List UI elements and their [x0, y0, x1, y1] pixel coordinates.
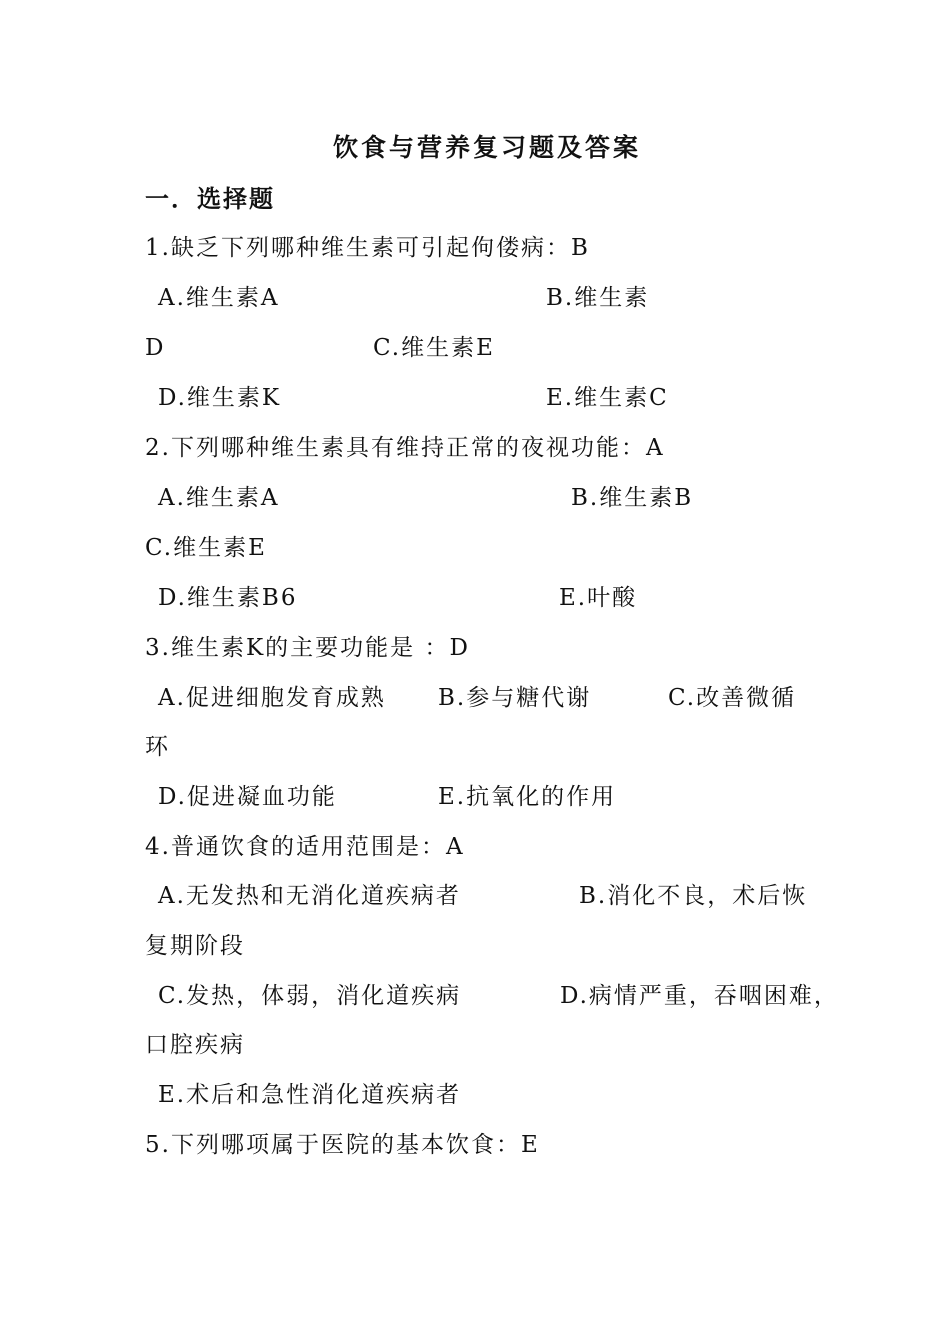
question-4-option-a: A.无发热和无消化道疾病者: [158, 883, 461, 909]
question-2-stem: 2.下列哪种维生素具有维持正常的夜视功能：A: [145, 435, 665, 461]
question-4-option-c: C.发热，体弱，消化道疾病: [158, 983, 462, 1009]
question-4-option-e: E.术后和急性消化道疾病者: [158, 1082, 462, 1108]
question-3-option-d: D.促进凝血功能: [158, 784, 337, 810]
question-1-option-b-continued: D: [145, 335, 166, 361]
question-3-option-a: A.促进细胞发育成熟: [158, 685, 386, 711]
question-1-option-c: C.维生素E: [373, 335, 495, 361]
question-3-option-b: B.参与糖代谢: [438, 685, 592, 711]
question-3-option-c: C.改善微循: [668, 685, 797, 711]
question-4-option-d: D.病情严重，吞咽困难，: [560, 983, 839, 1009]
question-2-option-e: E.叶酸: [559, 585, 638, 611]
question-2-option-c: C.维生素E: [145, 535, 267, 561]
question-4-option-b: B.消化不良，术后恢: [579, 883, 808, 909]
question-1-option-a: A.维生素A: [158, 285, 280, 311]
question-1-option-b: B.维生素: [546, 285, 650, 311]
section-heading: 一．选择题: [145, 184, 275, 213]
question-1-option-d: D.维生素K: [158, 385, 282, 411]
question-4-option-b-continued: 复期阶段: [145, 933, 245, 959]
question-2-option-b: B.维生素B: [571, 485, 694, 511]
question-3-option-e: E.抗氧化的作用: [438, 784, 617, 810]
question-3-stem: 3.维生素K的主要功能是 ：D: [145, 635, 470, 661]
question-1-stem: 1.缺乏下列哪种维生素可引起佝偻病：B: [145, 235, 590, 261]
question-4-stem: 4.普通饮食的适用范围是：A: [145, 834, 465, 860]
question-2-option-a: A.维生素A: [158, 485, 280, 511]
question-4-option-d-continued: 口腔疾病: [145, 1032, 245, 1058]
document-title: 饮食与营养复习题及答案: [333, 133, 642, 162]
question-3-option-c-continued: 环: [145, 734, 170, 760]
question-1-option-e: E.维生素C: [546, 385, 669, 411]
question-2-option-d: D.维生素B6: [158, 585, 298, 611]
question-5-stem: 5.下列哪项属于医院的基本饮食：E: [145, 1132, 540, 1158]
